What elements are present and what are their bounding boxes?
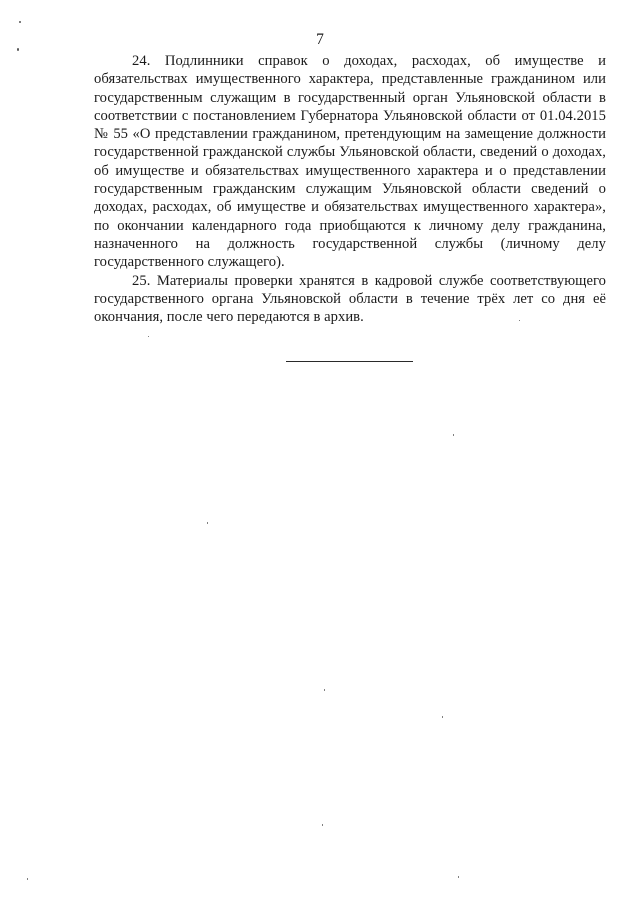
- scan-speck: [27, 878, 28, 880]
- scan-speck: [148, 336, 149, 337]
- scan-speck: [453, 434, 454, 436]
- scan-speck: [458, 876, 459, 878]
- document-body: [94, 52, 606, 326]
- end-separator-line: [286, 361, 413, 362]
- scan-speck: [519, 320, 520, 321]
- scan-speck: [207, 522, 208, 524]
- page-number: 7: [316, 31, 324, 48]
- scan-speck: [442, 716, 443, 718]
- scan-speck: [322, 824, 323, 826]
- scan-speck: [17, 48, 19, 51]
- scan-speck: [19, 21, 21, 23]
- scan-speck: [324, 689, 325, 691]
- paragraph-24: 24. Подлинники справок о доходах, расходах, об имуществе и обязательствах имущественного характера, представленные гражданином или государственным служащим в государственный орган Ульяновской области в соответствии с постановлением Губернатора Ульяновской области от 01.04.2015 № 55 «О представлении гражданином, претендующим на замещение должности государственной гражданской службы Ульяновской области, сведений о доходах, об имуществе и обязательствах имущественного характера и о представлении государственным гражданским служащим Ульяновской области сведений о доходах, расходах, об имуществе и обязательствах имущественного характера», по окончании календарного года приобщаются к личному делу гражданина, назначенного на должность государственной службы (личному делу государственного служащего).: [94, 53, 606, 271]
- paragraph-25: 25. Материалы проверки хранятся в кадровой службе соответствующего государственного органа Ульяновской области в течение трёх лет со дня её окончания, после чего передаются в архив.: [94, 272, 606, 326]
